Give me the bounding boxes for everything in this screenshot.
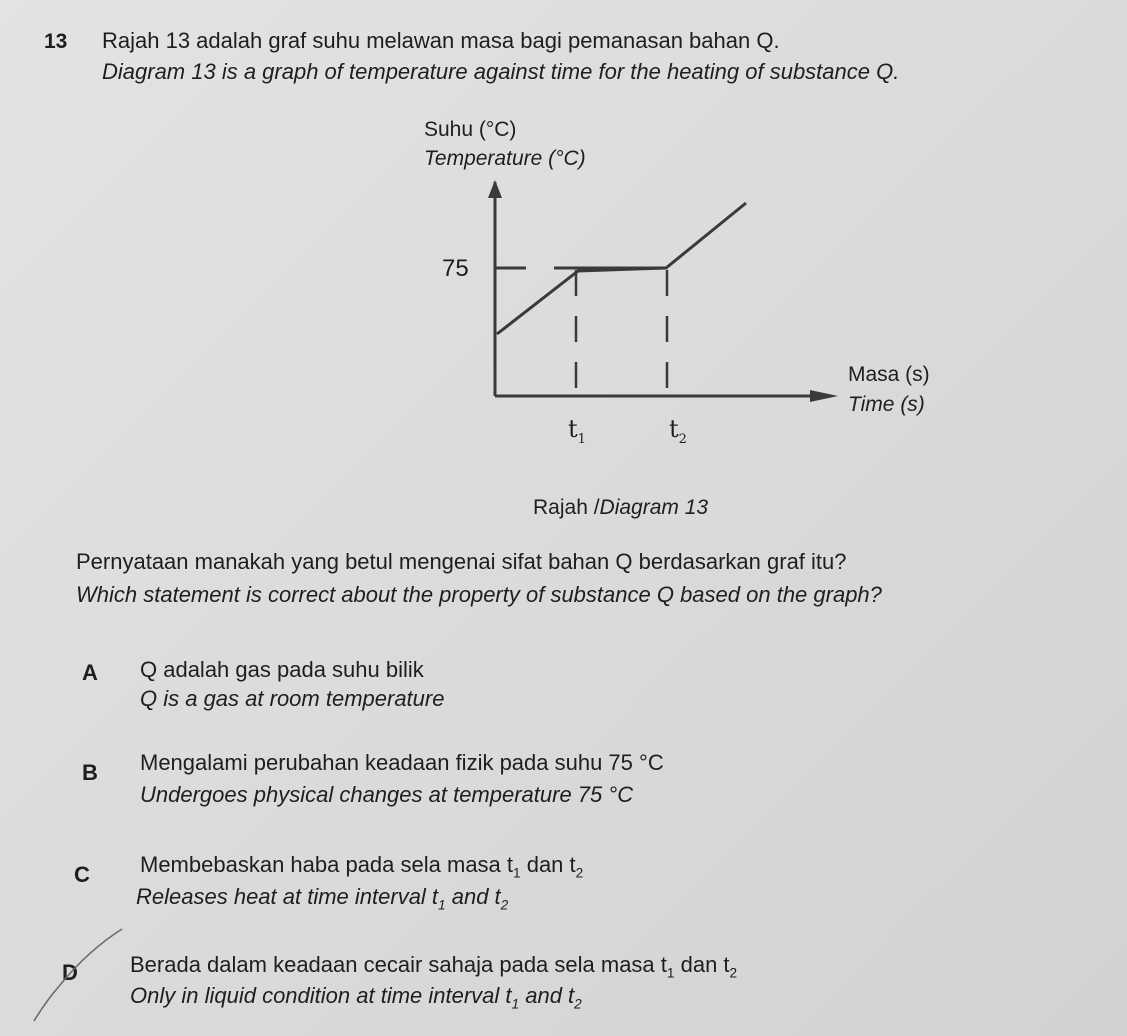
option-d-malay[interactable]: Berada dalam keadaan cecair sahaja pada sela masa $t_1$ dan $t_2$ [130,952,738,981]
option-d-english[interactable]: Only in liquid condition at time interval $t_1$ and $t_2$ [130,983,582,1012]
option-b-english[interactable]: Undergoes physical changes at temperature 75 °C [140,782,634,807]
prompt-english: Which statement is correct about the property of substance Q based on the graph? [76,582,882,607]
option-b-letter[interactable]: B [82,760,98,785]
y-axis-label-malay: Suhu (°C) [424,118,517,141]
x-axis-label-malay: Masa (s) [848,363,930,386]
diagram-caption: Rajah /Diagram 13 [533,496,709,519]
temperature-time-graph [410,110,970,455]
question-text-english: Diagram 13 is a graph of temperature against time for the heating of substance Q. [102,59,900,84]
question-number: 13 [44,30,68,53]
question-text-malay: Rajah 13 adalah graf suhu melawan masa bagi pemanasan bahan Q. [102,28,780,53]
prompt-malay: Pernyataan manakah yang betul mengenai sifat bahan Q berdasarkan graf itu? [76,549,847,574]
y-axis-arrow [488,180,502,198]
option-a-malay[interactable]: Q adalah gas pada suhu bilik [140,657,424,682]
x-tick-label-t2: $t_2$ [669,415,687,447]
option-c-malay[interactable]: Membebaskan haba pada sela masa $t_1$ dan $t_2$ [140,852,584,881]
option-d-letter[interactable]: D [62,960,78,985]
pencil-tick-mark [30,925,140,1025]
option-a-letter[interactable]: A [82,660,98,685]
option-b-malay[interactable]: Mengalami perubahan keadaan fizik pada suhu 75 °C [140,750,664,775]
option-c-english[interactable]: Releases heat at time interval $t_1$ and $t_2$ [136,884,509,913]
option-a-english[interactable]: Q is a gas at room temperature [140,686,445,711]
option-c-letter[interactable]: C [74,862,90,887]
y-axis-label-english: Temperature (°C) [424,147,586,170]
y-tick-label-75: 75 [442,255,469,282]
x-axis-label-english: Time (s) [848,393,925,416]
x-axis-arrow [810,390,838,402]
x-tick-label-t1: $t_1$ [568,415,586,447]
